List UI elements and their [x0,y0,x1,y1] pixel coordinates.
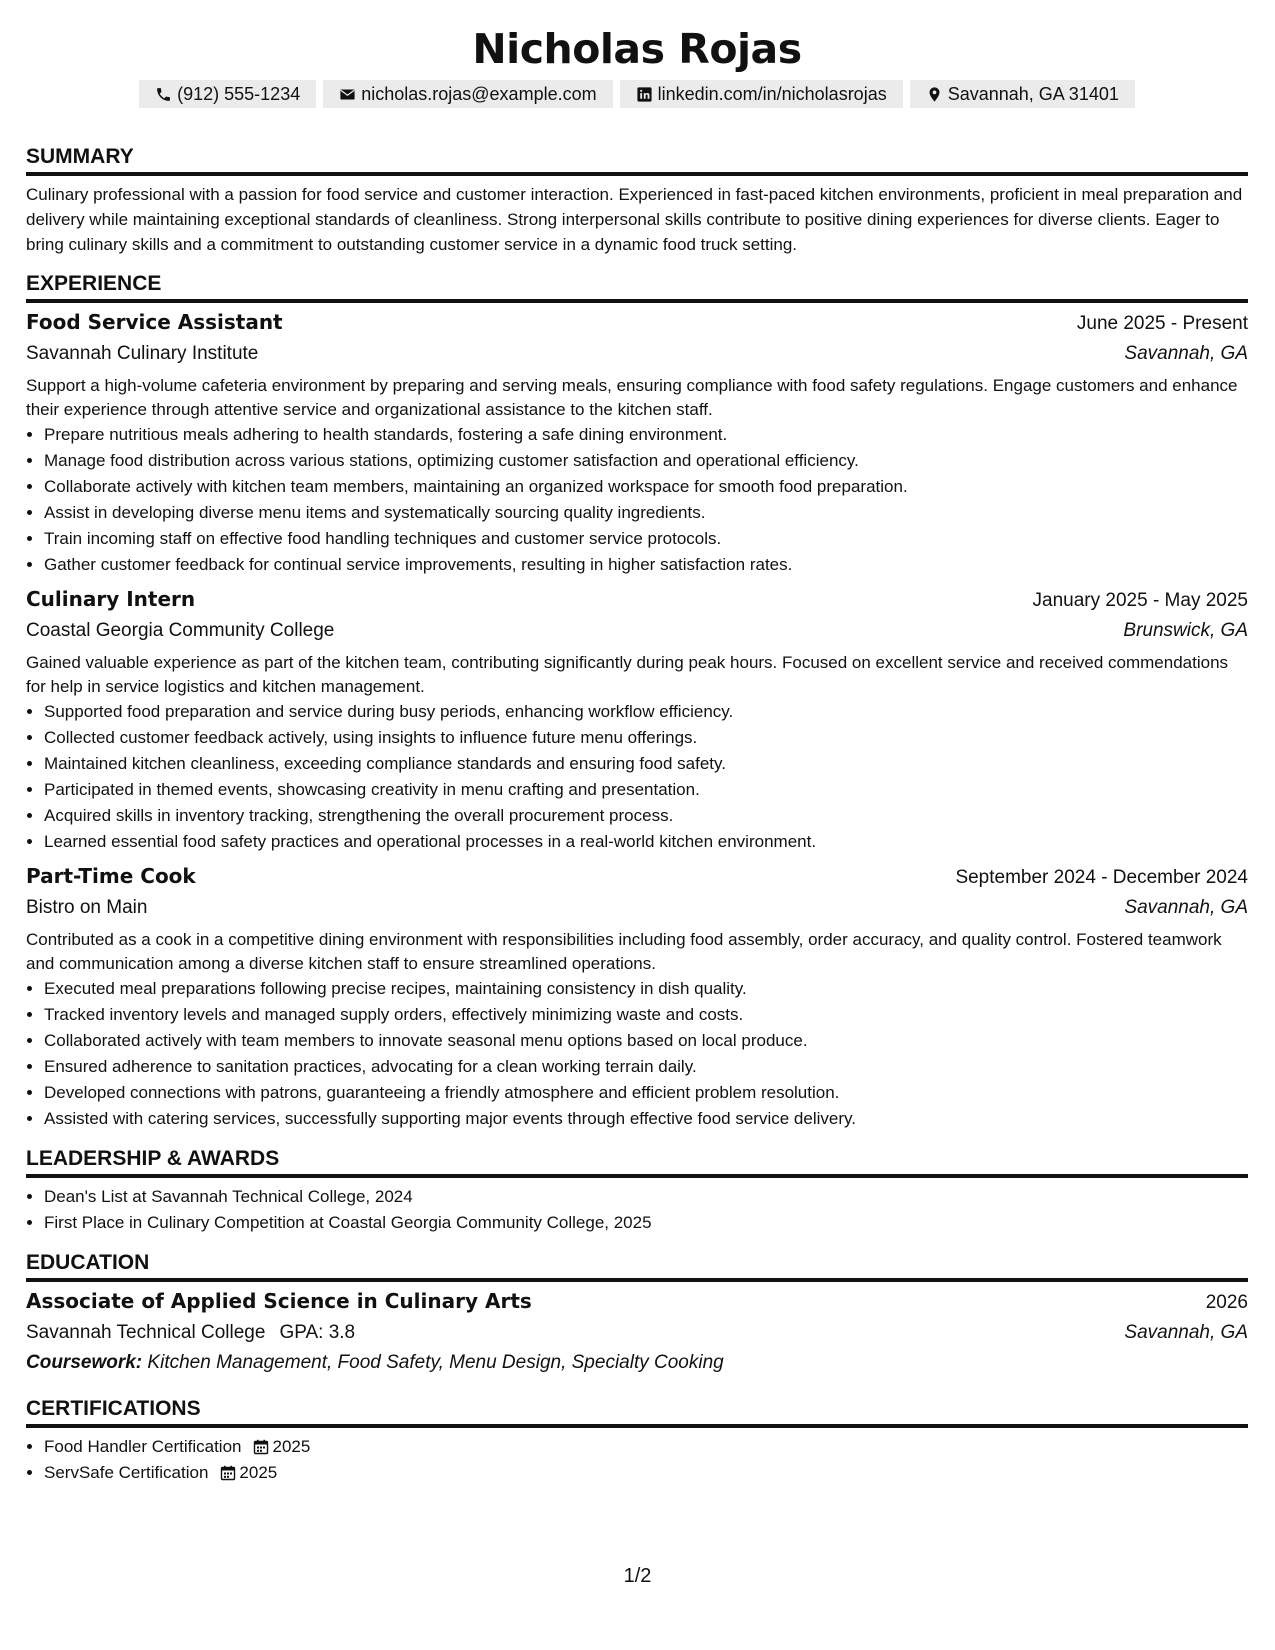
contact-email[interactable] [323,80,612,108]
list-item: • First Place in Culinary Competition at Coastal Georgia Community College, 2025 [44,1210,1248,1236]
job-description: Gained valuable experience as part of the kitchen team, contributing significantly during peak hours. Focused on excellent service and received commendations for help in service logistics and kitchen management. [26,653,1229,696]
list-item: • Collaborated actively with team members to innovate seasonal menu options based on local produce. [44,1028,1248,1054]
job-dates: June 2025 - Present [1076,313,1248,334]
candidate-name: Nicholas Rojas [472,25,802,73]
job-location: Savannah, GA [1124,897,1248,918]
job-organization: Savannah Culinary Institute [26,343,259,364]
list-item: • Maintained kitchen cleanliness, exceeding compliance standards and ensuring food safety. [44,751,1248,777]
list-item: • Manage food distribution across various stations, optimizing customer satisfaction and operational efficiency. [44,448,1248,474]
certification-name: • Food Handler Certification [44,1437,242,1456]
coursework-label: Coursework: [26,1352,143,1373]
list-item: • Gather customer feedback for continual service improvements, resulting in higher satisfaction rates. [44,552,1248,578]
contact-linkedin-text: linkedin.com/in/nicholasrojas [657,83,887,104]
certification-name: • ServSafe Certification [44,1463,209,1482]
summary-heading: SUMMARY [26,144,1248,176]
job-entry [26,584,1248,855]
job-title: Part-Time Cook [26,864,196,888]
job-entry [26,307,1248,578]
certification-year: 2025 [272,1437,311,1456]
contact-phone-text: (912) 555-1234 [177,83,301,104]
job-title: Food Service Assistant [26,310,283,334]
certifications-section [26,1396,1248,1486]
job-location: Brunswick, GA [1123,620,1248,641]
job-bullets [26,976,1248,1132]
job-bullets [26,699,1248,855]
calendar-icon [220,1465,236,1481]
degree-title: Associate of Applied Science in Culinary Arts [26,1289,532,1313]
list-item: • Ensured adherence to sanitation practices, advocating for a clean working terrain daily. [44,1054,1248,1080]
gpa: GPA: 3.8 [279,1322,356,1343]
calendar-icon [253,1439,269,1455]
list-item: • Train incoming staff on effective food handling techniques and customer service protocols. [44,526,1248,552]
leadership-heading: LEADERSHIP & AWARDS [26,1146,1248,1178]
contact-location [910,80,1135,108]
list-item: • Dean's List at Savannah Technical College, 2024 [44,1184,1248,1210]
envelope-icon [339,86,356,103]
list-item: • Acquired skills in inventory tracking, strengthening the overall procurement process. [44,803,1248,829]
summary-section [26,144,1248,257]
contact-phone[interactable] [139,80,316,108]
summary-text: Culinary professional with a passion for food service and customer interaction. Experienced in fast-paced kitchen environments, proficient in meal preparation and delivery while maintaining exceptional standards of cleanliness. Strong interpersonal skills contribute to positive dining experiences for diverse clients. Eager to bring culinary skills and a commitment to outstanding customer service in a dynamic food truck setting. [26,185,1243,254]
leadership-section [26,1146,1248,1236]
certification-year: 2025 [239,1463,278,1482]
map-pin-icon [926,86,943,103]
contact-bar [26,80,1248,108]
contact-location-text: Savannah, GA 31401 [947,83,1119,104]
school-name: Savannah Technical College [26,1322,266,1343]
job-location: Savannah, GA [1124,343,1248,364]
school-location: Savannah, GA [1124,1322,1248,1343]
coursework-list: Kitchen Management, Food Safety, Menu Design, Specialty Cooking [147,1352,724,1373]
job-title: Culinary Intern [26,587,196,611]
list-item [44,1460,1248,1486]
awards-list [26,1184,1248,1236]
job-dates: January 2025 - May 2025 [1032,590,1248,611]
job-entry [26,861,1248,1132]
contact-email-text: nicholas.rojas@example.com [361,83,597,104]
list-item: • Supported food preparation and service during busy periods, enhancing workflow efficiency. [44,699,1248,725]
certifications-heading: CERTIFICATIONS [26,1396,1248,1428]
contact-linkedin[interactable] [620,80,903,108]
coursework [26,1348,1248,1378]
list-item: • Executed meal preparations following precise recipes, maintaining consistency in dish quality. [44,976,1248,1002]
education-heading: EDUCATION [26,1250,1248,1282]
experience-section [26,271,1248,1132]
page-number: 1/2 [623,1565,652,1587]
list-item: • Assist in developing diverse menu items and systematically sourcing quality ingredients. [44,500,1248,526]
linkedin-icon [636,86,653,103]
list-item [44,1434,1248,1460]
list-item: • Learned essential food safety practices and operational processes in a real-world kitchen environment. [44,829,1248,855]
list-item: • Developed connections with patrons, guaranteeing a friendly atmosphere and efficient problem resolution. [44,1080,1248,1106]
graduation-year: 2026 [1205,1292,1248,1313]
list-item: • Assisted with catering services, successfully supporting major events through effective food service delivery. [44,1106,1248,1132]
job-description: Contributed as a cook in a competitive dining environment with responsibilities including food assembly, order accuracy, and quality control. Fostered teamwork and communication among a diverse kitchen staff to ensure streamlined operations. [26,930,1222,973]
job-organization: Coastal Georgia Community College [26,620,335,641]
list-item: • Prepare nutritious meals adhering to health standards, fostering a safe dining environment. [44,422,1248,448]
certifications-list [26,1434,1248,1486]
job-bullets [26,422,1248,578]
resume-page [26,24,1248,1486]
experience-heading: EXPERIENCE [26,271,1248,303]
job-description: Support a high-volume cafeteria environment by preparing and serving meals, ensuring compliance with food safety regulations. Engage customers and enhance their experience through attentive service and organizational assistance to the kitchen staff. [26,376,1238,419]
job-dates: September 2024 - December 2024 [955,867,1248,888]
list-item: • Tracked inventory levels and managed supply orders, effectively minimizing waste and costs. [44,1002,1248,1028]
list-item: • Participated in themed events, showcasing creativity in menu crafting and presentation. [44,777,1248,803]
education-section [26,1250,1248,1378]
phone-icon [155,86,172,103]
list-item: • Collaborate actively with kitchen team members, maintaining an organized workspace for smooth food preparation. [44,474,1248,500]
job-organization: Bistro on Main [26,897,148,918]
list-item: • Collected customer feedback actively, using insights to influence future menu offerings. [44,725,1248,751]
